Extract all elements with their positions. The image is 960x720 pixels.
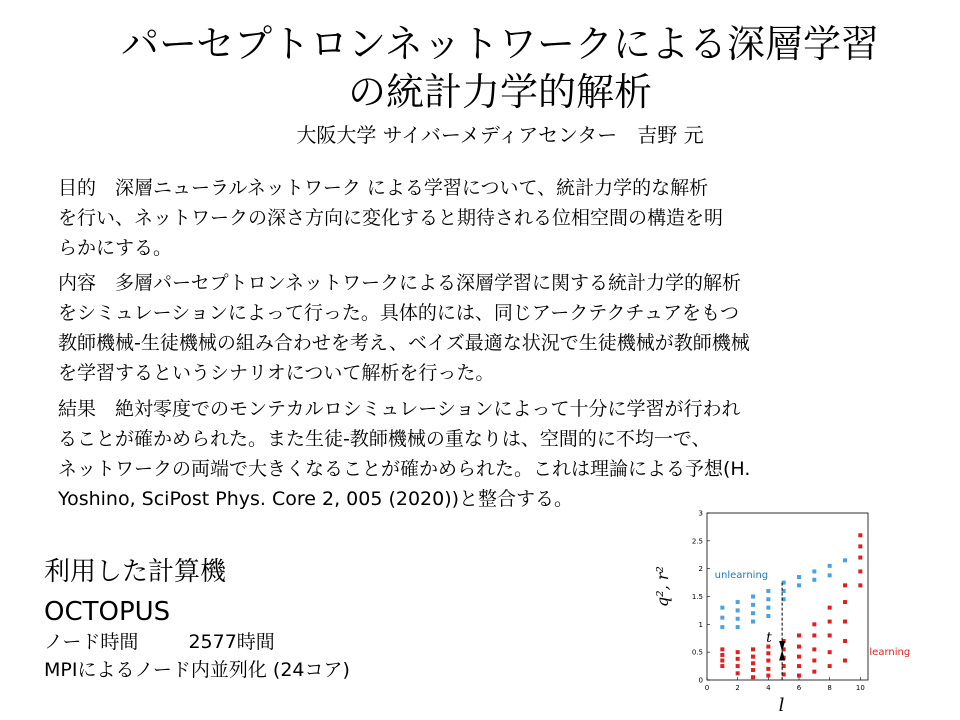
- result-line: ることが確かめられた。また生徒-教師機械の重なりは、空間的に不均一で、: [58, 428, 711, 450]
- unlearning-point: [797, 575, 801, 579]
- learning-point: [843, 583, 847, 587]
- chart-marks: [720, 533, 862, 679]
- unlearning-point: [812, 578, 816, 582]
- learning-label: learning: [869, 646, 911, 658]
- learning-point: [828, 650, 832, 654]
- unlearning-point: [751, 595, 755, 599]
- learning-point: [812, 659, 816, 663]
- chart-labels: [653, 566, 910, 716]
- learning-point: [736, 671, 740, 675]
- x-tick-label: 0: [704, 684, 710, 692]
- content-line: 教師機械-生徒機械の組み合わせを考え、ベイズ最適な状況で生徒機械が教師機械: [58, 332, 750, 354]
- learning-point: [736, 664, 740, 668]
- learning-point: [797, 645, 801, 649]
- learning-point: [828, 664, 832, 668]
- content-line: 内容 多層パーセプトロンネットワークによる深層学習に関する統計力学的解析: [58, 272, 742, 294]
- purpose-line: らかにする。: [58, 237, 173, 259]
- purpose-paragraph: [58, 173, 898, 263]
- result-line: ネットワークの両端で大きくなることが確かめられた。これは理論による予想(H.: [58, 458, 751, 480]
- y-axis-label: q², r²: [653, 566, 672, 607]
- unlearning-point: [720, 606, 724, 610]
- machine-name: OCTOPUS: [44, 597, 171, 627]
- learning-point: [751, 668, 755, 672]
- learning-point: [751, 661, 755, 665]
- learning-point: [843, 659, 847, 663]
- y-tick-label: 0.5: [691, 648, 703, 657]
- purpose-line: 目的 深層ニューラルネットワーク による学習について、統計力学的な解析: [58, 177, 709, 199]
- y-tick-label: 2.5: [691, 537, 703, 546]
- learning-point: [797, 674, 801, 678]
- unlearning-point: [751, 611, 755, 615]
- unlearning-label: unlearning: [714, 570, 769, 582]
- learning-point: [843, 600, 847, 604]
- learning-point: [858, 583, 862, 587]
- learning-point: [766, 651, 770, 655]
- plot-frame: [707, 513, 868, 680]
- unlearning-point: [843, 558, 847, 562]
- unlearning-point: [766, 614, 770, 618]
- unlearning-point: [766, 589, 770, 593]
- learning-point: [858, 533, 862, 537]
- learning-point: [720, 647, 724, 651]
- learning-point: [812, 647, 816, 651]
- learning-point: [812, 670, 816, 674]
- result-line: 結果 絶対零度でのモンテカルロシミュレーションによって十分に学習が行われ: [58, 398, 741, 420]
- learning-point: [751, 655, 755, 659]
- node-hours-label: ノード時間: [44, 631, 139, 653]
- unlearning-point: [720, 625, 724, 629]
- learning-point: [828, 620, 832, 624]
- node-hours-value: 2577時間: [188, 631, 275, 653]
- learning-point: [797, 664, 801, 668]
- chart-axes: [692, 510, 868, 693]
- learning-point: [751, 675, 755, 679]
- learning-point: [812, 633, 816, 637]
- overlap-scatter-chart: [640, 505, 940, 717]
- unlearning-point: [812, 569, 816, 573]
- y-tick-label: 3: [698, 509, 703, 518]
- content-paragraph: [58, 268, 938, 388]
- learning-point: [797, 633, 801, 637]
- boundary-arrow-head-2: [779, 650, 785, 660]
- unlearning-point: [736, 600, 740, 604]
- learning-point: [720, 659, 724, 663]
- unlearning-point: [720, 616, 724, 620]
- x-tick-label: 4: [766, 684, 771, 692]
- y-tick-label: 2: [698, 565, 703, 574]
- title-line-1: パーセプトロンネットワークによる深層学習: [120, 22, 880, 66]
- learning-point: [797, 655, 801, 659]
- content-line: をシミュレーションによって行った。具体的には、同じアークテクチュアをもつ: [58, 302, 739, 324]
- x-axis-label: l: [778, 695, 785, 716]
- author-affiliation: 大阪大学 サイバーメディアセンター 吉野 元: [296, 123, 704, 147]
- learning-point: [766, 667, 770, 671]
- learning-point: [843, 639, 847, 643]
- learning-point: [812, 622, 816, 626]
- unlearning-point: [736, 617, 740, 621]
- t-label: t: [766, 630, 772, 647]
- learning-point: [828, 606, 832, 610]
- y-tick-label: 1: [698, 620, 703, 629]
- node-hours: [44, 628, 275, 656]
- unlearning-point: [736, 608, 740, 612]
- learning-point: [751, 647, 755, 651]
- unlearning-point: [797, 583, 801, 587]
- learning-point: [858, 556, 862, 560]
- unlearning-point: [751, 620, 755, 624]
- unlearning-point: [828, 573, 832, 577]
- y-tick-label: 0: [698, 676, 703, 685]
- learning-point: [828, 633, 832, 637]
- learning-point: [766, 659, 770, 663]
- learning-point: [720, 664, 724, 668]
- purpose-line: を行い、ネットワークの深さ方向に変化すると期待される位相空間の構造を明: [58, 207, 724, 229]
- unlearning-point: [766, 606, 770, 610]
- learning-point: [843, 620, 847, 624]
- parallel-info: MPIによるノード内並列化 (24コア): [44, 659, 350, 681]
- learning-point: [736, 650, 740, 654]
- x-tick-label: 10: [855, 684, 865, 692]
- unlearning-point: [828, 564, 832, 568]
- content-line: を学習するというシナリオについて解析を行った。: [58, 362, 495, 384]
- x-tick-label: 8: [827, 684, 832, 692]
- title-line-2: の統計力学的解析: [347, 70, 652, 114]
- unlearning-point: [751, 603, 755, 607]
- computer-heading: 利用した計算機: [44, 557, 227, 587]
- result-paragraph: [58, 394, 938, 514]
- unlearning-point: [766, 597, 770, 601]
- unlearning-point: [736, 625, 740, 629]
- result-line: Yoshino, SciPost Phys. Core 2, 005 (2020))と整合する。: [58, 488, 574, 510]
- x-tick-label: 6: [796, 684, 802, 692]
- learning-point: [858, 544, 862, 548]
- page-title: [60, 20, 940, 116]
- y-tick-label: 1.5: [691, 593, 703, 601]
- learning-point: [736, 657, 740, 661]
- learning-point: [858, 569, 862, 573]
- x-tick-label: 2: [735, 684, 740, 692]
- learning-point: [766, 674, 770, 678]
- learning-point: [720, 653, 724, 657]
